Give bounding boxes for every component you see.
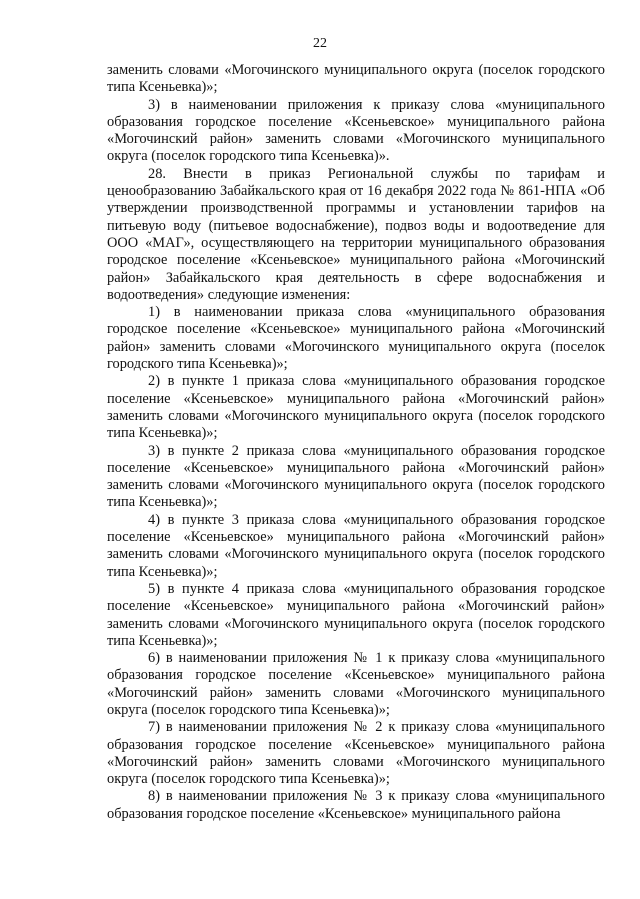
paragraph-item-6: 6) в наименовании приложения № 1 к приказу слова «муниципального образования городское поселение «Ксеньевское» муниципального района «Могочинский район» заменить словами «Могочинского муниципального округа (поселок городского типа Ксеньевка)»; — [107, 650, 605, 718]
paragraph-item-8: 8) в наименовании приложения № 3 к приказу слова «муниципального образования городское поселение «Ксеньевское» муниципального района — [107, 788, 605, 822]
paragraph-item-3: 3) в пункте 2 приказа слова «муниципального образования городское поселение «Ксеньевское» муниципального района «Могочинский район» заменить словами «Могочинского муниципального округа (поселок городского типа Ксеньевка)»; — [107, 442, 605, 511]
paragraph-item-2: 2) в пункте 1 приказа слова «муниципального образования городское поселение «Ксеньевское» муниципального района «Могочинский район» заменить словами «Могочинского муниципального округа (поселок городского типа Ксеньевка)»; — [107, 373, 605, 442]
paragraph-item-4: 4) в пункте 3 приказа слова «муниципального образования городское поселение «Ксеньевское» муниципального района «Могочинский район» заменить словами «Могочинского муниципального округа (поселок городского типа Ксеньевка)»; — [107, 511, 605, 580]
paragraph-item-1: 1) в наименовании приказа слова «муниципального образования городское поселение «Ксеньевское» муниципального района «Могочинский район» заменить словами «Могочинского муниципального округа (поселок городского типа Ксеньевка)»; — [107, 304, 605, 373]
paragraph-item-5: 5) в пункте 4 приказа слова «муниципального образования городское поселение «Ксеньевское» муниципального района «Могочинский район» заменить словами «Могочинского муниципального округа (поселок городского типа Ксеньевка)»; — [107, 580, 605, 649]
paragraph-item-3-appendix: 3) в наименовании приложения к приказу слова «муниципального образования городское поселение «Ксеньевское» муниципального района «Могочинский район» заменить словами «Могочинского муниципального округа (поселок городского типа Ксеньевка)». — [107, 96, 605, 165]
paragraph-item-7: 7) в наименовании приложения № 2 к приказу слова «муниципального образования городское поселение «Ксеньевское» муниципального района «Могочинский район» заменить словами «Могочинского муниципального округа (поселок городского типа Ксеньевка)»; — [107, 719, 605, 788]
paragraph-section-28: 28. Внести в приказ Региональной службы по тарифам и ценообразованию Забайкальского края от 16 декабря 2022 года № 861-НПА «Об утверждении производственной программы и установлении тарифов на питьевую воду (питьевое водоснабжение), подвоз воды и водоотведение для ООО «МАГ», осуществляющего на территории муниципального образования городское поселение «Ксеньевское» муниципального района «Могочинский район» Забайкальского края деятельность в сфере водоснабжения и водоотведения» следующие изменения: — [107, 165, 605, 303]
page-number: 22 — [313, 36, 327, 51]
document-body — [107, 62, 605, 823]
paragraph-continuation: заменить словами «Могочинского муниципального округа (поселок городского типа Ксеньевка)»; — [107, 62, 605, 96]
